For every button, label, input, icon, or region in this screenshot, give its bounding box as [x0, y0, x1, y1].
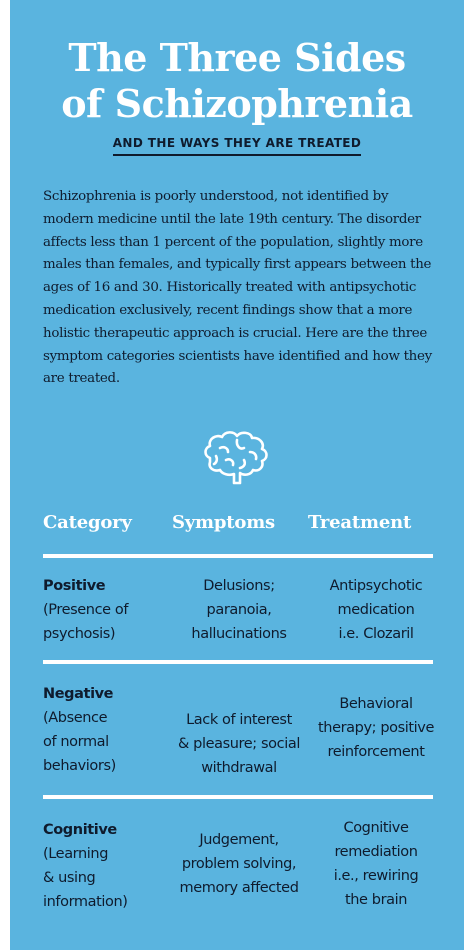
category-description: (Learning & using information): [43, 846, 128, 910]
row-cognitive-symptoms: Judgement, problem solving, memory affected: [179, 832, 299, 896]
subtitle: [10, 136, 464, 156]
row-negative-symptoms: Lack of interest & pleasure; social withdrawal: [178, 712, 300, 776]
divider: [43, 660, 433, 664]
table-header-treatment: Treatment: [308, 512, 412, 533]
category-description: (Absence of normal behaviors): [43, 710, 116, 774]
row-negative-category: [43, 682, 163, 778]
category-name: Positive: [43, 578, 106, 594]
divider: [43, 795, 433, 799]
row-cognitive-treatment: Cognitive remediation i.e., rewiring the brain: [333, 820, 419, 908]
page-title-line-1: The Three Sides: [68, 35, 406, 80]
page-title-line-2: of Schizophrenia: [61, 81, 413, 126]
row-positive-category: [43, 574, 163, 646]
subtitle-text: AND THE WAYS THEY ARE TREATED: [113, 136, 362, 156]
infographic-panel: [10, 0, 464, 950]
divider: [43, 554, 433, 558]
row-positive-symptoms: Delusions; paranoia, hallucinations: [191, 578, 287, 642]
category-name: Cognitive: [43, 822, 117, 838]
category-description: (Presence of psychosis): [43, 602, 129, 642]
intro-paragraph: Schizophrenia is poorly understood, not identified by modern medicine until the late 19th century. The disorder affects less than 1 percent of the population, slightly more males than females, and typically first appears between the ages of 16 and 30. Historically treated with antipsychotic medication exclusively, recent findings show that a more holistic therapeutic approach is crucial. Here are the three symptom categories scientists have identified and how they are treated.: [43, 189, 432, 387]
brain-icon: [196, 428, 276, 488]
row-cognitive-category: [43, 818, 163, 914]
row-positive-treatment: Antipsychotic medication i.e. Clozaril: [329, 578, 423, 642]
table-header-symptoms: Symptoms: [172, 512, 275, 533]
table-header-category: Category: [43, 512, 132, 533]
category-name: Negative: [43, 686, 114, 702]
row-negative-treatment: Behavioral therapy; positive reinforcement: [318, 696, 434, 760]
